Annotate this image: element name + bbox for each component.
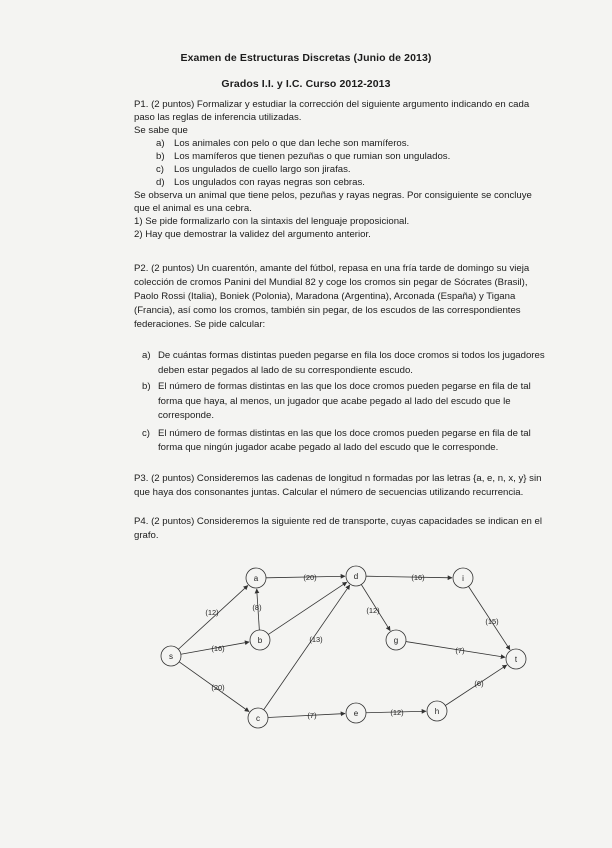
transport-network xyxy=(140,560,540,740)
edge-capacity-h-t: (6) xyxy=(474,679,484,688)
edge-capacity-a-d: (20) xyxy=(303,573,317,582)
item-mark: b) xyxy=(142,381,151,392)
p2-item-c xyxy=(142,427,588,456)
edge-capacity-s-b: (16) xyxy=(211,644,225,653)
node-label: e xyxy=(353,708,359,718)
edge-d-i xyxy=(366,576,452,578)
edge-capacity-b-a: (8) xyxy=(252,603,262,612)
premise-mark: a) xyxy=(156,138,165,149)
p2-items xyxy=(142,349,588,456)
p1-line: paso las reglas de inferencia utilizadas. xyxy=(134,112,302,123)
item-mark: a) xyxy=(142,350,151,361)
p1-closing-line: que el animal es una cebra. xyxy=(134,203,252,214)
problem-4 xyxy=(134,515,580,543)
item-line: forma que ningún jugador acabe pegado al lado del escudo que le corresponde. xyxy=(158,442,499,453)
node-g xyxy=(386,630,406,650)
problem-3 xyxy=(134,472,580,500)
node-b xyxy=(250,630,270,650)
p1-task: 2) Hay que demostrar la validez del argumento anterior. xyxy=(134,229,371,240)
node-i xyxy=(453,568,473,588)
edge-capacity-b-d: (13) xyxy=(309,635,323,644)
p2-line: colección de cromos Panini del Mundial 82 y coge los cromos sin pegar de Sócrates (Brasil), xyxy=(134,277,528,288)
node-e xyxy=(346,703,366,723)
item-line: El número de formas distintas en las que los doce cromos pueden pegarse en fila de tal xyxy=(158,381,531,392)
premise-mark: b) xyxy=(156,151,165,162)
exam-title: Examen de Estructuras Discretas (Junio de 2013) xyxy=(180,52,432,64)
node-h xyxy=(427,701,447,721)
edge-capacity-s-c: (20) xyxy=(211,683,225,692)
p3-line: P3. (2 puntos) Consideremos las cadenas de longitud n formadas por las letras {a, e, n, x, y} sin xyxy=(134,473,542,484)
p1-task: 1) Se pide formalizarlo con la sintaxis del lenguaje proposicional. xyxy=(134,216,410,227)
premise-text: Los animales con pelo o que dan leche son mamíferos. xyxy=(174,138,410,149)
item-mark: c) xyxy=(142,427,150,439)
p2-line: P2. (2 puntos) Un cuarentón, amante del fútbol, repasa en una fría tarde de domingo su vieja xyxy=(134,263,530,274)
p1-closing-line: Se observa un animal que tiene pelos, pezuñas y rayas negras. Por consiguiente se concluye xyxy=(134,190,532,201)
edge-capacity-c-e: (7) xyxy=(307,711,317,720)
node-label: i xyxy=(462,573,464,583)
p4-line: grafo. xyxy=(134,530,159,541)
p3-line: que haya dos consonantes juntas. Calcular el número de secuencias utilizando recurrencia. xyxy=(134,487,524,498)
edge-capacity-e-h: (12) xyxy=(390,708,404,717)
p2-line: Paolo Rossi (Italia), Boniek (Polonia), Maradona (Argentina), Arconada (España) y Tigana xyxy=(134,291,516,302)
p2-line: (Francia), así como los cromos, también sin pegar, de los escudos de las correspondientes xyxy=(134,305,521,316)
item-line: deben estar pegados al lado de su correspondiente escudo. xyxy=(158,364,413,376)
problem-2 xyxy=(134,262,580,332)
item-line: forma que haya, al menos, un jugador que acabe pegado al lado del escudo que le xyxy=(158,395,511,407)
node-label: g xyxy=(393,635,399,645)
premise-text: Los ungulados de cuello largo son jirafas. xyxy=(174,164,351,175)
p1-premise xyxy=(134,176,580,189)
premise-mark: d) xyxy=(156,177,165,188)
edge-c-d xyxy=(264,585,350,710)
p1-premise xyxy=(134,163,580,176)
p1-line: Se sabe que xyxy=(134,125,188,136)
node-label: t xyxy=(514,654,518,664)
node-label: s xyxy=(169,651,173,661)
premise-text: Los ungulados con rayas negras son cebras. xyxy=(174,177,365,188)
p4-line: P4. (2 puntos) Consideremos la siguiente red de transporte, cuyas capacidades se indican en el xyxy=(134,516,542,527)
edge-capacity-d-i: (16) xyxy=(411,573,425,582)
node-a xyxy=(246,568,266,588)
p2-item-b xyxy=(142,380,588,424)
edge-capacity-s-a: (12) xyxy=(205,608,219,617)
p2-item-a xyxy=(142,349,588,378)
edge-b-d xyxy=(268,582,347,634)
node-c xyxy=(248,708,268,728)
item-line: El número de formas distintas en las que los doce cromos pueden pegarse en fila de tal xyxy=(158,427,531,439)
p1-line: P1. (2 puntos) Formalizar y estudiar la corrección del siguiente argumento indicando en cada xyxy=(134,99,530,110)
network-svg xyxy=(140,560,540,740)
premise-text: Los mamíferos que tienen pezuñas o que rumian son ungulados. xyxy=(174,151,451,162)
node-label: h xyxy=(434,706,440,716)
node-t xyxy=(506,649,526,669)
p1-premise xyxy=(134,137,580,150)
p1-premise xyxy=(134,150,580,163)
node-s xyxy=(161,646,181,666)
node-label: c xyxy=(256,713,260,723)
item-line: De cuántas formas distintas pueden pegarse en fila los doce cromos si todos los jugadores xyxy=(158,350,545,361)
node-label: a xyxy=(253,573,259,583)
problem-1 xyxy=(134,98,580,241)
edge-capacity-d-g: (12) xyxy=(366,606,380,615)
node-label: b xyxy=(257,635,263,645)
item-line: corresponde. xyxy=(158,410,214,421)
edge-capacity-g-t: (7) xyxy=(455,646,465,655)
node-label: d xyxy=(353,571,359,581)
p2-line: federaciones. Se pide calcular: xyxy=(134,319,266,330)
premise-mark: c) xyxy=(156,164,164,175)
edge-s-a xyxy=(178,585,248,649)
edge-capacity-i-t: (15) xyxy=(485,617,499,626)
node-d xyxy=(346,566,366,586)
exam-subtitle: Grados I.I. y I.C. Curso 2012-2013 xyxy=(221,78,391,90)
